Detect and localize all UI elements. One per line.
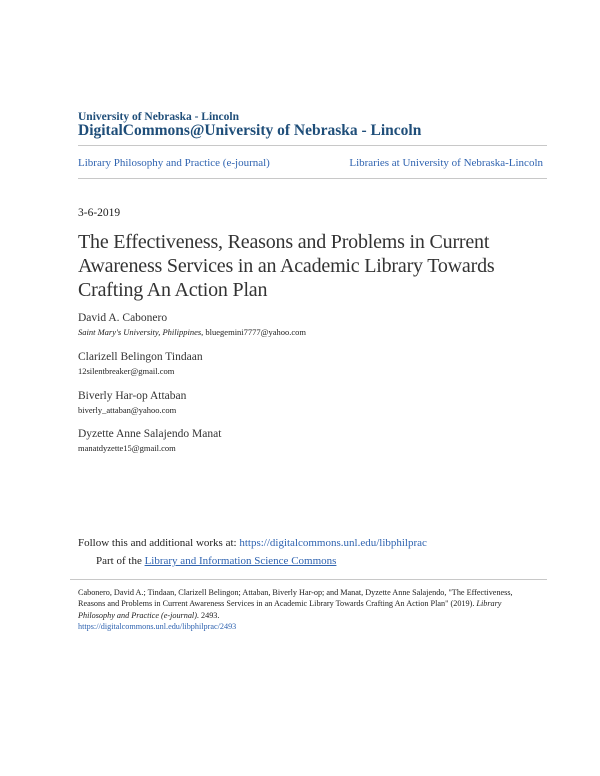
author-email: manatdyzette15@gmail.com bbox=[78, 443, 176, 453]
series-link-journal[interactable]: Library Philosophy and Practice (e-journal) bbox=[78, 157, 270, 169]
author-block bbox=[78, 311, 306, 338]
author-block bbox=[78, 427, 221, 454]
author-affiliation bbox=[78, 326, 306, 338]
citation-text: Cabonero, David A.; Tindaan, Clarizell Belingon; Attaban, Biverly Har-op; and Manat, Dyzette Anne Salajendo, "The Effectiveness, Reasons and Problems in Current Awareness Services in an Academic Library Towards Crafting An Action Plan" (2019). bbox=[78, 588, 513, 609]
commons-link[interactable]: Library and Information Science Commons bbox=[144, 555, 337, 567]
header-divider-top bbox=[78, 145, 547, 146]
citation-url-link[interactable]: https://digitalcommons.unl.edu/libphilprac/2493 bbox=[78, 621, 237, 631]
repository-name[interactable]: DigitalCommons@University of Nebraska - Lincoln bbox=[78, 122, 422, 139]
author-name: Biverly Har-op Attaban bbox=[78, 390, 187, 402]
availability-line bbox=[78, 537, 427, 549]
publication-date: 3-6-2019 bbox=[78, 207, 121, 219]
availability-prefix: Follow this and additional works at: bbox=[78, 537, 240, 549]
university-name: University of Nebraska - Lincoln bbox=[78, 111, 239, 123]
collection-link[interactable]: https://digitalcommons.unl.edu/libphilprac bbox=[239, 537, 427, 549]
author-email: biverly_attaban@yahoo.com bbox=[78, 405, 177, 415]
header-divider-bottom bbox=[78, 178, 547, 179]
author-name: Clarizell Belingon Tindaan bbox=[78, 351, 203, 363]
author-name: David A. Cabonero bbox=[78, 312, 168, 324]
series-link-libraries[interactable]: Libraries at University of Nebraska-Lincoln bbox=[349, 157, 543, 169]
citation-divider bbox=[70, 579, 547, 580]
partof-line bbox=[96, 555, 336, 567]
author-name: Dyzette Anne Salajendo Manat bbox=[78, 428, 222, 440]
citation-number: . 2493. bbox=[196, 610, 220, 620]
author-email: , bluegemini7777@yahoo.com bbox=[201, 327, 307, 337]
citation-journal: Library Philosophy and Practice (e-journal) bbox=[78, 599, 502, 620]
author-institution: Saint Mary's University, Philippines bbox=[78, 327, 202, 337]
recommended-citation bbox=[78, 587, 528, 632]
author-email: 12silentbreaker@gmail.com bbox=[78, 366, 175, 376]
partof-prefix: Part of the bbox=[96, 555, 145, 567]
author-block bbox=[78, 350, 203, 377]
paper-title: The Effectiveness, Reasons and Problems in Current Awareness Services in an Academic Library Towards Crafting An Action Plan bbox=[78, 231, 495, 301]
author-block bbox=[78, 389, 186, 416]
